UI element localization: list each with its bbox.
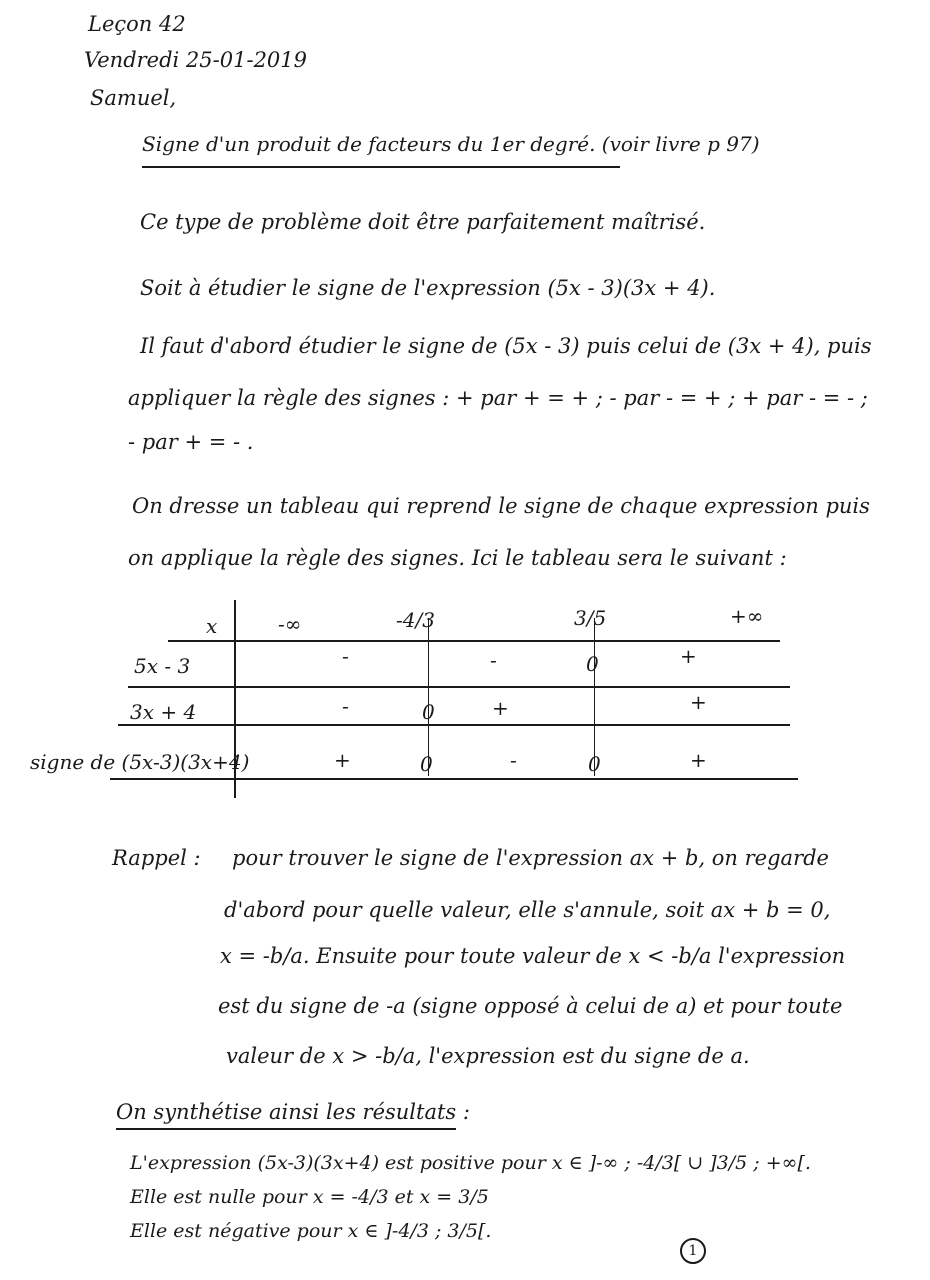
- intro-line: appliquer la règle des signes : + par + = + ; - par - = + ; + par - = - ;: [128, 386, 868, 410]
- table-cell: -: [490, 648, 497, 672]
- title-underline: [142, 166, 620, 168]
- page-title: Signe d'un produit de facteurs du 1er degré. (voir livre p 97): [142, 132, 760, 156]
- page-number: 1: [680, 1238, 706, 1264]
- intro-line: Ce type de problème doit être parfaitement maîtrisé.: [140, 210, 706, 234]
- rappel-line: x = -b/a. Ensuite pour toute valeur de x < -b/a l'expression: [220, 944, 846, 968]
- rappel-line: d'abord pour quelle valeur, elle s'annule, soit ax + b = 0,: [224, 898, 831, 922]
- rappel-line: valeur de x > -b/a, l'expression est du signe de a.: [226, 1044, 750, 1068]
- rappel-label: Rappel :: [112, 846, 201, 870]
- table-cell: +: [680, 644, 697, 668]
- table-cell: -: [342, 644, 349, 668]
- table-cell: +: [334, 748, 351, 772]
- table-cell: -: [510, 748, 517, 772]
- table-row-line: [128, 686, 790, 688]
- synthese-line: Elle est nulle pour x = -4/3 et x = 3/5: [130, 1186, 489, 1208]
- table-cell: +: [690, 690, 707, 714]
- rappel-line: pour trouver le signe de l'expression ax + b, on regarde: [232, 846, 829, 870]
- table-header-root-2: 3/5: [574, 606, 607, 630]
- table-cell: +: [492, 696, 509, 720]
- table-row-line: [110, 778, 798, 780]
- intro-line: On dresse un tableau qui reprend le signe de chaque expression puis: [132, 494, 870, 518]
- table-cell: 0: [420, 752, 433, 776]
- table-cell: 0: [422, 700, 435, 724]
- table-row-line: [118, 724, 790, 726]
- table-cell: +: [690, 748, 707, 772]
- lesson-date: Vendredi 25-01-2019: [84, 48, 308, 72]
- table-cell: 0: [586, 652, 599, 676]
- synthese-underline: [116, 1128, 456, 1130]
- intro-line: on applique la règle des signes. Ici le tableau sera le suivant :: [128, 546, 787, 570]
- intro-line: Soit à étudier le signe de l'expression (5x - 3)(3x + 4).: [140, 276, 716, 300]
- table-row-label: 3x + 4: [130, 700, 197, 724]
- table-row-label: 5x - 3: [134, 654, 191, 678]
- intro-line: Il faut d'abord étudier le signe de (5x - 3) puis celui de (3x + 4), puis: [140, 334, 872, 358]
- table-cell: -: [342, 694, 349, 718]
- table-cell: 0: [588, 752, 601, 776]
- lesson-number: Leçon 42: [88, 12, 186, 36]
- table-row-line: [168, 640, 780, 642]
- table-header-x: x: [206, 614, 218, 638]
- table-header-root-1: -4/3: [396, 608, 435, 632]
- table-header-plus-infinity: +∞: [730, 604, 764, 628]
- synthese-heading: On synthétise ainsi les résultats :: [116, 1100, 470, 1124]
- table-row-label: signe de (5x-3)(3x+4): [30, 750, 250, 774]
- table-header-minus-infinity: -∞: [278, 612, 302, 636]
- rappel-line: est du signe de -a (signe opposé à celui de a) et pour toute: [218, 994, 843, 1018]
- student-name: Samuel,: [90, 86, 177, 110]
- synthese-line: Elle est négative pour x ∈ ]-4/3 ; 3/5[.: [130, 1220, 492, 1242]
- synthese-line: L'expression (5x-3)(3x+4) est positive pour x ∈ ]-∞ ; -4/3[ ∪ ]3/5 ; +∞[.: [130, 1152, 811, 1174]
- intro-line: - par + = - .: [128, 430, 254, 454]
